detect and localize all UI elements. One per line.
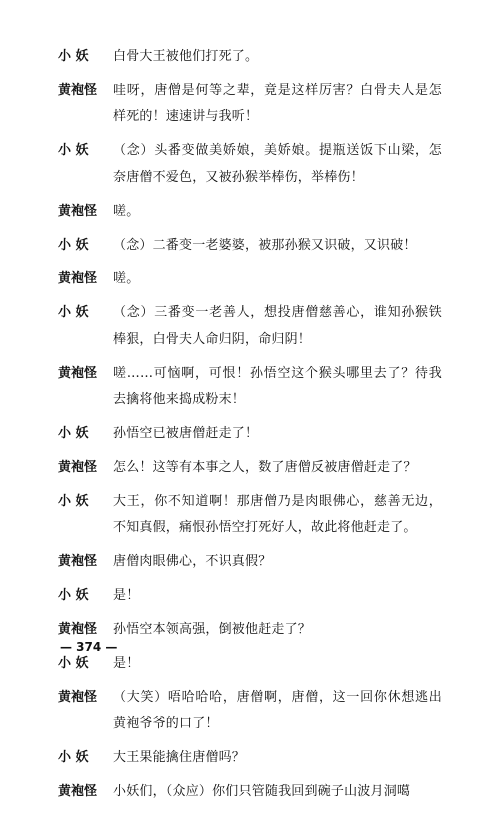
speaker-name: 黄袍怪 bbox=[58, 82, 98, 98]
speaker-name: 小 妖 bbox=[58, 49, 89, 64]
dialogue-entry bbox=[58, 361, 442, 414]
dialogue-text: 嗟。 bbox=[113, 203, 140, 219]
speaker-name: 小 妖 bbox=[58, 493, 89, 509]
dialogue-text: 哇呀，唐僧是何等之辈，竟是这样厉害？白骨夫人是怎样死的！速速讲与我听！ bbox=[113, 82, 442, 125]
dialogue-entry bbox=[58, 421, 442, 448]
speaker-name: 小 妖 bbox=[58, 588, 89, 604]
dialogue-entry bbox=[58, 44, 442, 71]
dialogue-text: 怎么！这等有本事之人，数了唐僧反被唐僧赶走了？ bbox=[113, 460, 417, 476]
dialogue-text: 唐僧肉眼佛心，不识真假？ bbox=[113, 554, 272, 570]
dialogue-text: 是！ bbox=[113, 588, 140, 604]
script-body bbox=[58, 44, 442, 813]
speaker-name: 黄袍怪 bbox=[58, 784, 98, 800]
dialogue-text: 孙悟空本领高强，倒被他赶走了？ bbox=[113, 622, 312, 638]
dialogue-entry bbox=[58, 549, 442, 576]
dialogue-entry bbox=[58, 651, 442, 678]
dialogue-entry bbox=[58, 78, 442, 131]
dialogue-text: 嗟。 bbox=[113, 271, 140, 287]
speaker-name: 小 妖 bbox=[58, 426, 89, 442]
dialogue-text: 嗟……可恼啊，可恨！孙悟空这个猴头哪里去了？待我去擒将他来捣成粉末！ bbox=[113, 365, 442, 408]
dialogue-text: （念）头番变做美娇娘，美娇娘。提瓶送饭下山梁，怎奈唐僧不爱色，又被孙猴举棒伤，举棒伤！ bbox=[113, 143, 442, 185]
speaker-name: 小 妖 bbox=[58, 750, 89, 766]
dialogue-entry bbox=[58, 138, 442, 191]
dialogue-entry bbox=[58, 266, 442, 293]
speaker-name: 黄袍怪 bbox=[58, 203, 98, 219]
dialogue-text: 白骨大王被他们打死了。 bbox=[113, 49, 259, 64]
dialogue-text: 是！ bbox=[113, 655, 140, 671]
dialogue-text: （大笑）唔哈哈哈，唐僧啊，唐僧，这一回你休想逃出黄袍爷爷的口了！ bbox=[113, 689, 442, 732]
dialogue-text: 大王果能擒住唐僧吗？ bbox=[113, 750, 246, 766]
dialogue-entry bbox=[58, 199, 442, 226]
dialogue-entry bbox=[58, 233, 442, 260]
speaker-name: 黄袍怪 bbox=[58, 689, 98, 705]
dialogue-text: 大王，你不知道啊！那唐僧乃是肉眼佛心，慈善无边，不知真假，痛恨孙悟空打死好人，故此将他赶走了。 bbox=[113, 493, 442, 536]
dialogue-entry bbox=[58, 583, 442, 610]
dialogue-entry bbox=[58, 455, 442, 482]
dialogue-text: （念）二番变一老婆婆，被那孙猴又识破，又识破！ bbox=[113, 237, 417, 253]
page-number: — 374 — bbox=[60, 640, 118, 654]
dialogue-entry bbox=[58, 685, 442, 738]
speaker-name: 黄袍怪 bbox=[58, 271, 98, 287]
speaker-name: 小 妖 bbox=[58, 237, 89, 253]
dialogue-text: 小妖们，（众应）你们只管随我回到碗子山波月洞噶 bbox=[113, 784, 411, 800]
speaker-name: 小 妖 bbox=[58, 655, 89, 671]
dialogue-entry bbox=[58, 779, 442, 806]
speaker-name: 小 妖 bbox=[58, 305, 89, 321]
speaker-name: 黄袍怪 bbox=[58, 365, 98, 381]
dialogue-entry bbox=[58, 745, 442, 772]
dialogue-entry bbox=[58, 300, 442, 353]
speaker-name: 黄袍怪 bbox=[58, 622, 98, 638]
dialogue-text: （念）三番变一老善人，想投唐僧慈善心，谁知孙猴铁棒狠，白骨夫人命归阴，命归阴！ bbox=[113, 305, 442, 347]
dialogue-text: 孙悟空已被唐僧赶走了！ bbox=[113, 426, 259, 442]
dialogue-entry bbox=[58, 489, 442, 542]
speaker-name: 黄袍怪 bbox=[58, 554, 98, 570]
speaker-name: 黄袍怪 bbox=[58, 460, 98, 476]
speaker-name: 小 妖 bbox=[58, 143, 89, 159]
